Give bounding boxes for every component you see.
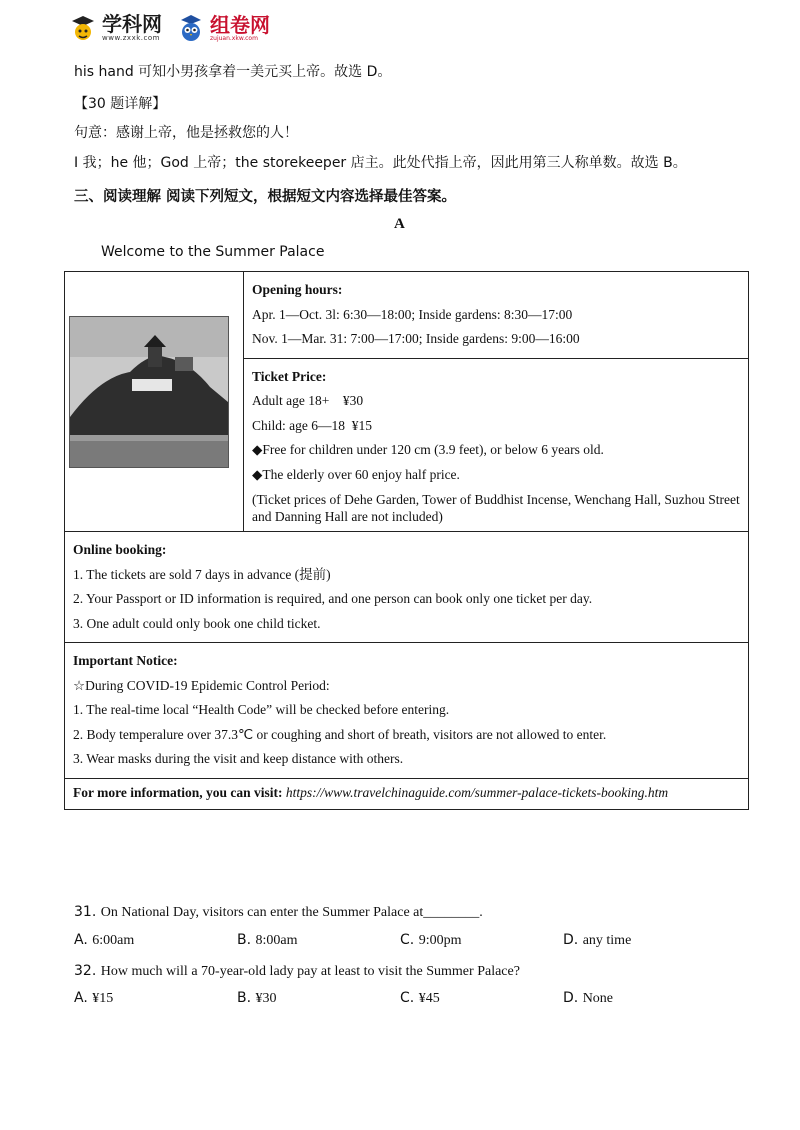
passage-title: Welcome to the Summer Palace <box>101 244 325 260</box>
question-32-option-b[interactable] <box>237 990 277 1007</box>
booking-line: 2. Your Passport or ID information is required, and one person can book only one ticket per day. <box>73 591 593 606</box>
ticket-line: Adult age 18+ ¥30 <box>252 393 364 408</box>
more-info-label: For more information, you can visit: <box>73 784 283 800</box>
option-letter: A. <box>74 932 88 948</box>
option-letter: C. <box>400 990 415 1006</box>
ticket-price-cell <box>244 358 749 532</box>
question-32 <box>74 961 520 982</box>
question-32-option-c[interactable] <box>400 990 440 1007</box>
option-value: any time <box>582 933 632 948</box>
option-value: ¥15 <box>92 991 114 1006</box>
booking-line: 3. One adult could only book one child ticket. <box>73 615 321 631</box>
option-letter: D. <box>563 990 579 1006</box>
summer-palace-info-table <box>64 271 749 810</box>
explanation-line-1-rest: 可知小男孩拿着一美元买上帝。故选 D。 <box>138 64 392 80</box>
important-notice-cell <box>65 643 749 779</box>
q30-meaning: 句意：感谢上帝，他是拯救您的人！ <box>74 125 298 141</box>
more-info-link[interactable]: https://www.travelchinaguide.com/summer-palace-tickets-booking.htm <box>285 784 669 800</box>
ticket-price-title: Ticket Price: <box>252 368 327 384</box>
question-text: How much will a 70-year-old lady pay at least to visit the Summer Palace? <box>100 964 520 979</box>
question-32-option-a[interactable] <box>74 990 113 1007</box>
ticket-note: (Ticket prices of Dehe Garden, Tower of Buddhist Incense, Wenchang Hall, Suzhou Street and Danning Hall are not included) <box>252 492 740 524</box>
notice-line: 3. Wear masks during the visit and keep distance with others. <box>73 751 404 766</box>
header-logos <box>70 10 270 46</box>
option-value: 6:00am <box>92 933 135 948</box>
booking-line: 1. The tickets are sold 7 days in advance (提前) <box>73 566 331 582</box>
logo-url: www.zxxk.com <box>102 34 160 42</box>
question-number: 32. <box>74 963 97 979</box>
q30-detail: I 我；he 他；God 上帝；the storekeeper 店主。此处代指上帝，因此用第三人称单数。故选 B。 <box>74 155 687 171</box>
question-31 <box>74 902 483 923</box>
question-31-option-b[interactable] <box>237 932 298 949</box>
opening-hours-cell <box>244 272 749 359</box>
option-letter: B. <box>237 990 252 1006</box>
zxxk-logo[interactable] <box>102 14 162 42</box>
option-value: 8:00am <box>255 933 298 948</box>
question-31-option-c[interactable] <box>400 932 461 949</box>
opening-hours-line: Apr. 1—Oct. 3l: 6:30—18:00; Inside gardens: 8:30—17:00 <box>252 306 573 322</box>
question-31-option-a[interactable] <box>74 932 134 949</box>
question-text: On National Day, visitors can enter the Summer Palace at________. <box>100 905 483 920</box>
notice-line: 2. Body temperalure over 37.3℃ or coughing and short of breath, visitors are not allowed to enter. <box>73 726 607 742</box>
photo-cell <box>65 272 244 532</box>
option-value: ¥30 <box>255 991 277 1006</box>
online-booking-cell <box>65 532 749 643</box>
opening-hours-title: Opening hours: <box>252 282 343 297</box>
logo-title: 学科网 <box>102 12 162 36</box>
opening-hours-line: Nov. 1—Mar. 31: 7:00—17:00; Inside gardens: 9:00—16:00 <box>252 331 580 346</box>
ticket-line: ◆The elderly over 60 enjoy half price. <box>252 466 460 482</box>
q30-title: 【30 题详解】 <box>74 96 167 112</box>
more-info-cell <box>65 778 749 809</box>
ticket-line: Child: age 6—18 ¥15 <box>252 417 372 433</box>
notice-line: ☆During COVID-19 Epidemic Control Period: <box>73 677 330 693</box>
owl-mascot-icon <box>178 13 204 43</box>
option-letter: C. <box>400 932 415 948</box>
option-letter: A. <box>74 990 88 1006</box>
option-letter: B. <box>237 932 252 948</box>
explanation-line-1-prefix: his hand <box>74 64 134 80</box>
notice-line: 1. The real-time local “Health Code” will be checked before entering. <box>73 702 450 717</box>
option-value: ¥45 <box>418 991 440 1006</box>
passage-label: A <box>394 216 405 232</box>
option-value: 9:00pm <box>418 933 462 948</box>
logo2-url: zujuan.xkw.com <box>210 34 258 42</box>
summer-palace-photo <box>69 316 229 468</box>
option-value: None <box>582 991 614 1006</box>
question-31-option-d[interactable] <box>563 932 631 949</box>
logo2-title: 组卷网 <box>210 12 270 37</box>
option-letter: D. <box>563 932 579 948</box>
important-notice-title: Important Notice: <box>73 653 178 668</box>
section-heading: 三、阅读理解 阅读下列短文，根据短文内容选择最佳答案。 <box>74 189 457 205</box>
online-booking-title: Online booking: <box>73 542 167 557</box>
scholar-mascot-icon <box>70 13 96 43</box>
ticket-line: ◆Free for children under 120 cm (3.9 feet), or below 6 years old. <box>252 442 604 457</box>
question-number: 31. <box>74 904 97 920</box>
zujuan-logo[interactable] <box>210 12 270 42</box>
explanation-line-1 <box>74 62 391 82</box>
question-32-option-d[interactable] <box>563 990 613 1007</box>
